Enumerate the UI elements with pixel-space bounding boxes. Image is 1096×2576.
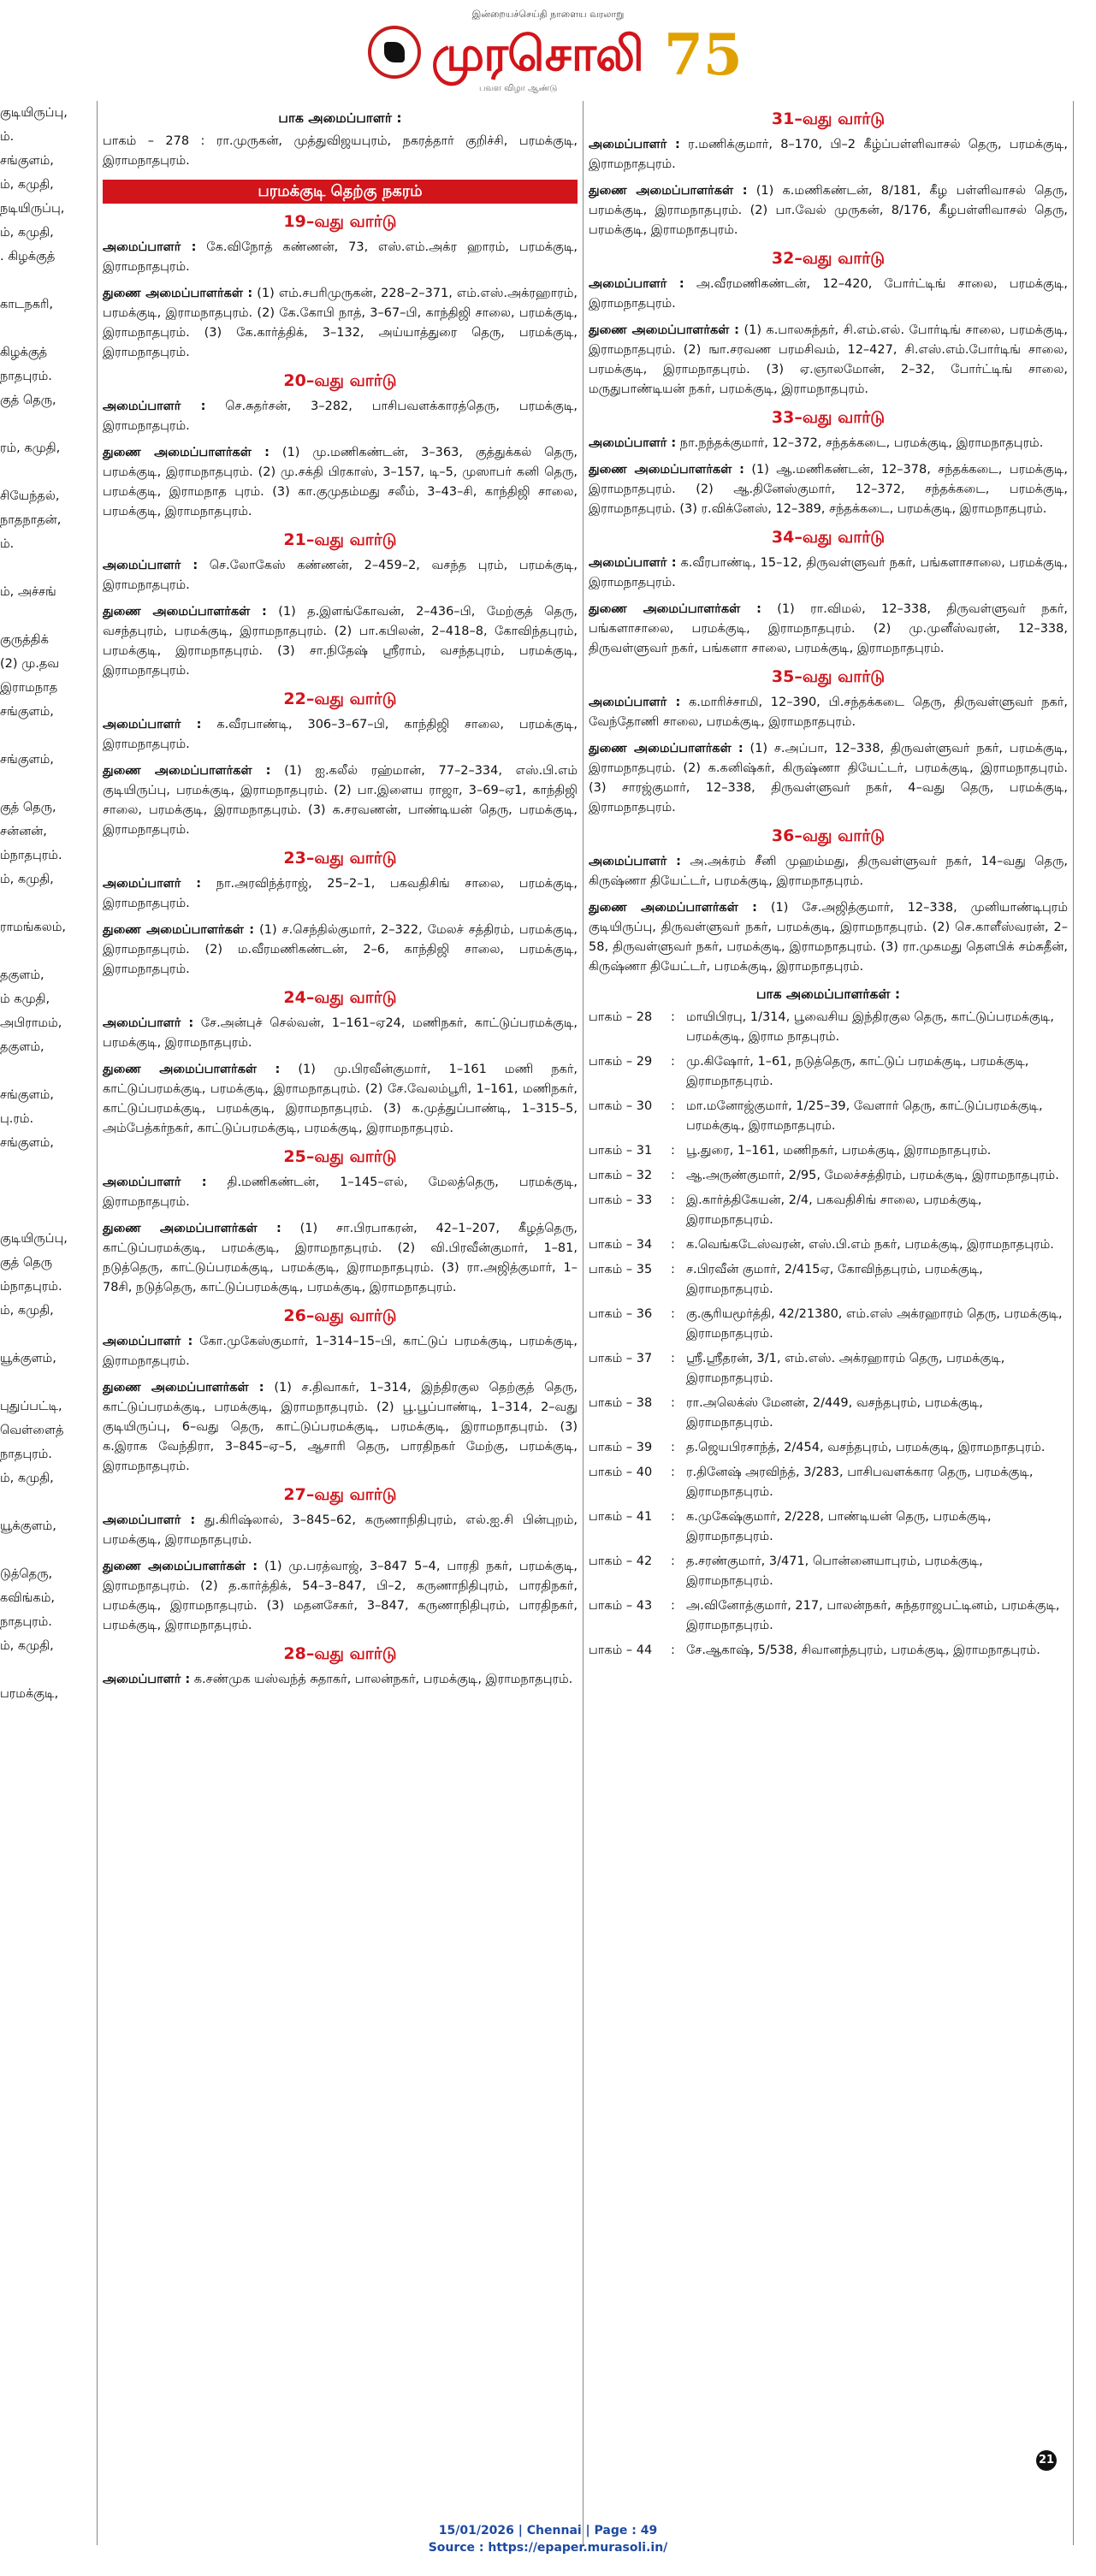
ward-title: 32–வது வார்டு xyxy=(771,249,886,268)
text-fragment: சங்குளம், xyxy=(0,753,54,767)
text-fragment xyxy=(0,1059,92,1083)
organizer-label: அமைப்பாளர் : xyxy=(103,1513,196,1527)
booth-organizer: க.முகேஷ்குமார், 2/228, பாண்டியன் தெரு, பரமக்குடி, இராமநாதபுரம். xyxy=(686,1510,992,1543)
booth-organizer: த.ஜெயபிரசாந்த், 2/454, வசந்தபுரம், பரமக்குடி, இராமநாதபுரம். xyxy=(686,1441,1046,1454)
footer-date-line: 15/01/2026 | Chennai | Page : 49 xyxy=(438,2524,658,2538)
booth-organizer: த.சரண்குமார், 3/471, பொன்னையாபுரம், பரமக்குடி, இராமநாதபுரம். xyxy=(686,1554,983,1588)
organizer-label: அமைப்பாளர் : xyxy=(589,436,677,450)
ward-title: 33–வது வார்டு xyxy=(771,408,886,427)
booth-separator: : xyxy=(671,1169,675,1182)
booth-row xyxy=(589,1097,1068,1136)
text-fragment: ம், அச்சங் xyxy=(0,585,56,599)
deputies-label: துணை அமைப்பாளர்கள் : xyxy=(103,1222,281,1235)
ward-title: 28–வது வார்டு xyxy=(283,1644,397,1663)
organizer-label: அமைப்பாளர் : xyxy=(589,855,681,868)
organizer-label: அமைப்பாளர் : xyxy=(103,1335,193,1348)
ward-deputies xyxy=(589,600,1068,659)
deputies-details: (1) ச.அப்பா, 12–338, திருவள்ளுவர் நகர், பரமக்குடி, இராமநாதபுரம். (2) க.கனிஷ்கர், கிருஷ்ணா தியேட்டர், பரமக்குடி, இராமநாதபுரம். (3) சாரஜ்குமார், 12–338, திருவள்ளுவர் நகர், 4–வது தெரு, பரமக்குடி, இராமநாதபுரம். xyxy=(589,742,1068,814)
ward-organizer xyxy=(589,275,1068,314)
ward-title: 19–வது வார்டு xyxy=(283,212,397,231)
organizer-details: ர.மணிக்குமார், 8–170, பி–2 கீழ்ப்பள்ளிவாசல் தெரு, பரமக்குடி, இராமநாதபுரம். xyxy=(589,138,1068,171)
logo[interactable] xyxy=(368,21,743,94)
deputies-label: துணை அமைப்பாளர்கள் : xyxy=(589,323,739,337)
booth-organizer: ச.பிரவீன் குமார், 2/415ஏ, கோவிந்தபுரம், பரமக்குடி, இராமநாதபுரம். xyxy=(686,1263,983,1296)
ward-deputies xyxy=(103,284,578,363)
booth-row xyxy=(589,1641,1068,1661)
ward-title: 23–வது வார்டு xyxy=(283,849,397,868)
booth-organizer: மு.கிஷோர், 1–61, நடுத்தெரு, காட்டுப் பரமக்குடி, பரமக்குடி, இராமநாதபுரம். xyxy=(686,1055,1029,1088)
ward-organizer xyxy=(103,556,578,595)
organizer-details: அ.வீரமணிகண்டன், 12–420, போர்ட்டிங் சாலை, பரமக்குடி, இராமநாதபுரம். xyxy=(589,277,1068,311)
ward-title: 21–வது வார்டு xyxy=(283,530,397,549)
ward-deputies xyxy=(103,1378,578,1477)
ward-title: 27–வது வார்டு xyxy=(283,1485,397,1504)
text-fragment xyxy=(0,772,92,796)
text-fragment: ம். xyxy=(0,130,15,144)
logo-text: முரசொலி xyxy=(431,26,643,82)
organizer-details: தி.மணிகண்டன், 1–145–எல், மேலத்தெரு, பரமக்குடி, இராமநாதபுரம். xyxy=(103,1175,578,1209)
booth-organizer: க.வெங்கடேஸ்வரன், எஸ்.பி.எம் நகர், பரமக்குடி, இராமநாதபுரம். xyxy=(686,1238,1054,1252)
organizer-details: நா.நந்தக்குமார், 12–372, சந்தக்கடை, பரமக்குடி, இராமநாதபுரம். xyxy=(679,436,1044,450)
booth-organizer: ரா.அலெக்ஸ் மேனன், 2/449, வசந்தபுரம், பரமக்குடி, இராமநாதபுரம். xyxy=(686,1396,983,1430)
organizer-details: நா.அரவிந்த்ராஜ், 25–2–1, பகவதிசிங் சாலை, பரமக்குடி, இராமநாதபுரம். xyxy=(103,877,578,910)
organizer-details: கோ.முகேஸ்குமார், 1–314–15–பி, காட்டுப் பரமக்குடி, பரமக்குடி, இராமநாதபுரம். xyxy=(103,1335,578,1368)
booth-separator: : xyxy=(671,1144,675,1158)
organizer-label: அமைப்பாளர் : xyxy=(103,718,202,731)
text-fragment xyxy=(0,1179,92,1203)
organizer-details: செ.லோகேஸ் கண்ணன், 2–459–2, வசந்த புரம், பரமக்குடி, இராமநாதபுரம். xyxy=(103,559,578,592)
ward-organizer xyxy=(103,238,578,277)
deputies-details: (1) ஆ.மணிகண்டன், 12–378, சந்தக்கடை, பரமக்குடி, இராமநாதபுரம். (2) ஆ.தினேஸ்குமார், 12–372, சந்தக்கடை, பரமக்குடி, இராமநாதபுரம். (3) ர.விக்னேஸ், 12–389, சந்தக்கடை, பரமக்குடி, இராமநாதபுரம். xyxy=(589,463,1068,516)
masthead xyxy=(0,0,1096,101)
ward-deputies xyxy=(589,181,1068,240)
text-fragment: நடியிருப்பு, xyxy=(0,202,65,216)
booth-separator: : xyxy=(671,1599,675,1613)
text-fragment: குடியிருப்பு, xyxy=(0,106,68,120)
booth-number: பாகம் – 43 xyxy=(589,1599,653,1613)
ward-organizer xyxy=(103,1014,578,1053)
deputies-details: (1) சே.அஜித்குமார், 12–338, முனியாண்டிபுரம் குடியிருப்பு, திருவள்ளுவர் நகர், பரமக்குடி, இராமநாதபுரம். (2) செ.காளீஸ்வரன், 2–58, திருவள்ளுவர் நகர், பரமக்குடி, இராமநாதபுரம். (3) ரா.முகமது தௌபிக் சம்சுதீன், கிருஷ்ணா தியேட்டர், பரமக்குடி, இராமநாதபுரம். xyxy=(589,901,1068,974)
text-fragment: டுத்தெரு, xyxy=(0,1567,53,1581)
booth-number: பாகம் – 35 xyxy=(589,1263,653,1276)
booth-separator: : xyxy=(671,1307,675,1321)
organizer-details: செ.சுதர்சன், 3–282, பாசிபவளக்காரத்தெரு, பரமக்குடி, இராமநாதபுரம். xyxy=(103,400,578,433)
booth-separator: : xyxy=(671,1055,675,1069)
booth-row xyxy=(589,1191,1068,1230)
booth-list xyxy=(589,1008,1068,1661)
booth-separator: : xyxy=(671,1352,675,1365)
text-fragment xyxy=(0,724,92,748)
text-fragment: சியேந்தல், xyxy=(0,489,60,503)
booth-separator: : xyxy=(671,1238,675,1252)
deputies-details: (1) த.இளங்கோவன், 2–436–பி, மேற்குத் தெரு, வசந்தபுரம், பரமக்குடி, இராமநாதபுரம். (2) பா.கபிலன், 2–418–8, கோவிந்தபுரம், பரமக்குடி, இராமநாதபுரம். (3) சா.நிதேஷ் ஸ்ரீராம், வசந்தபுரம், பரமக்குடி, இராமநாதபுரம். xyxy=(103,605,578,678)
booth-separator: : xyxy=(671,1441,675,1454)
ward-title: 34–வது வார்டு xyxy=(771,528,886,547)
booth-row xyxy=(589,1235,1068,1255)
deputies-label: துணை அமைப்பாளர்கள் : xyxy=(589,184,748,198)
text-fragment: கவிங்கம், xyxy=(0,1591,56,1605)
organizer-details: கே.விநோத் கண்ணன், 73, எஸ்.எம்.அக்ர ஹாரம், பரமக்குடி, இராமநாதபுரம். xyxy=(103,240,578,274)
ward-organizer xyxy=(103,715,578,755)
deputies-label: துணை அமைப்பாளர்கள் : xyxy=(103,605,267,619)
booth-organizer: சே.ஆகாஷ், 5/538, சிவானந்தபுரம், பரமக்குடி, இராமநாதபுரம். xyxy=(686,1643,1040,1657)
text-fragment xyxy=(0,939,92,963)
deputies-details: (1) க.பாலசுந்தர், சி.எம்.எல். போர்டிங் சாலை, பரமக்குடி, இராமநாதபுரம். (2) ஙா.சரவண பரமசிவம், 12–427, சி.எஸ்.எம்.போர்டிங் சாலை, பரமக்குடி, இராமநாதபுரம். (3) ஏ.ஞாலமோன், 2–32, போர்ட்டிங் சாலை, மருதுபாண்டியன் நகர், பரமக்குடி, இராமநாதபுரம். xyxy=(589,323,1068,396)
ward-deputies xyxy=(589,321,1068,400)
booth-number: பாகம் – 32 xyxy=(589,1169,653,1182)
column-divider xyxy=(97,101,98,2545)
anniversary-badge-icon xyxy=(661,21,743,89)
text-fragment: நாதபுரம். xyxy=(0,1615,52,1629)
ward-organizer xyxy=(589,852,1068,891)
logo-subtitle: பவள விழா ஆண்டு xyxy=(479,84,558,93)
organizer-label: அமைப்பாளர் : xyxy=(589,277,684,291)
text-fragment: ம், கமுதி, xyxy=(0,226,54,240)
booth-organizer: மாயிபிரபு, 1/314, பூவைசிய இந்திரகுல தெரு, காட்டுப்பரமக்குடி, பரமக்குடி, இராம நாதபுரம். xyxy=(686,1010,1055,1044)
deputies-label: துணை அமைப்பாளர்கள் : xyxy=(589,463,744,477)
booth-organizer: மா.மனோஜ்குமார், 1/25–39, வேளார் தெரு, காட்டுப்பரமக்குடி, பரமக்குடி, இராமநாதபுரம். xyxy=(686,1099,1043,1133)
text-fragment xyxy=(0,891,92,915)
text-fragment: ராமங்கலம், xyxy=(0,921,67,934)
text-fragment: சங்குளம், xyxy=(0,154,54,168)
ward-title: 22–வது வார்டு xyxy=(283,690,397,708)
deputies-details: (1) ச.திவாகர், 1–314, இந்திரகுல தெற்குத் தெரு, காட்டுப்பரமக்குடி, பரமக்குடி, இராமநாதபுரம். (2) பூ.பூப்பாண்டி, 1–314, 2–வது குடியிருப்பு, 6–வது தெரு, காட்டுப்பரமக்குடி, பரமக்குடி, இராமநாதபுரம். (3) க.இராக வேந்திரா, 3–845–ஏ–5, ஆசாரி தெரு, பாரதிநகர் மேற்கு, பரமக்குடி, இராமநாதபுரம். xyxy=(103,1381,578,1473)
text-fragment xyxy=(0,1323,92,1347)
booth-row xyxy=(589,1305,1068,1344)
middle-column xyxy=(103,101,578,1697)
booth-number: பாகம் – 30 xyxy=(589,1099,653,1113)
ward-organizer xyxy=(589,135,1068,175)
ward-organizer xyxy=(589,434,1068,453)
text-fragment: சங்குளம், xyxy=(0,1136,54,1150)
booth-number: பாகம் – 37 xyxy=(589,1352,653,1365)
text-fragment: சங்குளம், xyxy=(0,1088,54,1102)
ward-title: 20–வது வார்டு xyxy=(283,371,397,390)
booth-number: பாகம் – 41 xyxy=(589,1510,653,1524)
ward-organizer xyxy=(103,1173,578,1212)
ward-deputies xyxy=(103,443,578,522)
text-fragment xyxy=(0,269,92,293)
booth-separator: : xyxy=(671,1010,675,1024)
right-wards xyxy=(589,108,1068,977)
organizer-details: அ.அக்ரம் சீனி முஹம்மது, திருவள்ளுவர் நகர், 14–வது தெரு, கிருஷ்ணா தியேட்டர், பரமக்குடி, இராமநாதபுரம். xyxy=(589,855,1068,888)
text-fragment xyxy=(0,556,92,580)
text-fragment xyxy=(0,1155,92,1179)
organizer-label: அமைப்பாளர் : xyxy=(103,559,198,572)
right-column xyxy=(589,101,1068,1666)
text-fragment: குத் தெரு, xyxy=(0,801,56,814)
text-fragment xyxy=(0,1538,92,1562)
text-fragment: பு.ரம். xyxy=(0,1112,34,1126)
deputies-details: (1) ச.செந்தில்குமார், 2–322, மேலச் சத்திரம், பரமக்குடி, இராமநாதபுரம். (2) ம.வீரமணிகண்டன், 2–6, காந்திஜி சாலை, பரமக்குடி, இராமநாதபுரம். xyxy=(103,923,578,976)
text-fragment: யூக்குளம், xyxy=(0,1519,56,1533)
booth-organizer: ர.தினேஷ் அரவிந்த், 3/283, பாசிபவளக்கார தெரு, பரமக்குடி, இராமநாதபுரம். xyxy=(686,1466,1034,1499)
deputies-details: (1) க.மணிகண்டன், 8/181, கீழ பள்ளிவாசல் தெரு, பரமக்குடி, இராமநாதபுரம். (2) பா.வேல் முருகன், 8/176, கீழபள்ளிவாசல் தெரு, பரமக்குடி, இராமநாதபுரம். xyxy=(589,184,1068,237)
booth-number: பாகம் – 28 xyxy=(589,1010,653,1024)
booth-number: பாகம் – 31 xyxy=(589,1144,653,1158)
booth-separator: : xyxy=(671,1554,675,1568)
text-fragment: . கிழக்குத் xyxy=(0,250,56,264)
booth-separator: : xyxy=(671,1643,675,1657)
booth-separator: : xyxy=(671,1396,675,1410)
text-fragment: அபிராமம், xyxy=(0,1016,62,1030)
organizer-label: அமைப்பாளர் : xyxy=(103,1016,194,1030)
ward-deputies xyxy=(103,1060,578,1139)
text-fragment: குத் தெரு xyxy=(0,1256,53,1270)
ward-title: 31–வது வார்டு xyxy=(771,110,886,128)
column-divider xyxy=(583,101,584,2545)
deputies-details: (1) சா.பிரபாகரன், 42–1–207, கீழத்தெரு, காட்டுப்பரமக்குடி, பரமக்குடி, இராமநாதபுரம். (2) வி.பிரவீன்குமார், 1–81, நடுத்தெரு, காட்டுப்பரமக்குடி, பரமக்குடி, இராமநாதபுரம். (3) ரா.அஜித்குமார், 1–78சி, நடுத்தெரு, காட்டுப்பரமக்குடி, பரமக்குடி, இராமநாதபுரம். xyxy=(103,1222,578,1294)
deputies-details: (1) ஐ.கலீல் ரஹ்மான், 77–2–334, எஸ்.பி.எம் குடியிருப்பு, பரமக்குடி, இராமநாதபுரம். (2) பா.இளைய ராஜா, 3–69–ஏ1, காந்திஜி சாலை, பரமக்குடி, இராமநாதபுரம். (3) க.சரவணன், பாண்டியன் தெரு, பரமக்குடி, இராமநாதபுரம். xyxy=(103,764,578,837)
booth-row xyxy=(589,1260,1068,1300)
footer-source-link[interactable]: Source : https://epaper.murasoli.in/ xyxy=(428,2541,668,2555)
booth-number: பாகம் – 36 xyxy=(589,1307,653,1321)
booth-row xyxy=(589,1507,1068,1547)
ward-deputies xyxy=(589,739,1068,818)
organizer-label: அமைப்பாளர் : xyxy=(589,696,681,709)
organizer-details: து.கிரிஷ்லால், 3–845–62, கருணாநிதிபுரம், எல்.ஐ.சி பின்புறம், பரமக்குடி, இராமநாதபுரம். xyxy=(103,1513,578,1547)
tagline: இன்றையச்செய்தி நாளைய வரலாறு xyxy=(471,9,625,20)
ward-deputies xyxy=(103,1219,578,1298)
booth-number: பாகம் – 34 xyxy=(589,1238,653,1252)
text-fragment: யூக்குளம், xyxy=(0,1352,56,1365)
organizer-details: க.மாரிச்சாமி, 12–390, பி.சந்தக்கடை தெரு, திருவள்ளுவர் நகர், வேந்தோணி சாலை, பரமக்குடி, இராமநாதபுரம். xyxy=(589,696,1068,729)
ward-organizer xyxy=(103,1670,578,1690)
deputies-label: துணை அமைப்பாளர்கள் : xyxy=(589,901,757,915)
text-fragment: காடநகரி, xyxy=(0,298,54,311)
ward-deputies xyxy=(103,921,578,980)
organizer-label: அமைப்பாளர் : xyxy=(589,556,677,570)
text-fragment: ம், கமுதி, xyxy=(0,1472,54,1485)
deputies-label: துணை அமைப்பாளர்கள் : xyxy=(103,923,255,937)
booth-278: பாகம் – 278 : ரா.முருகன், முத்துவிஜயபுரம், நகரத்தார் குறிச்சி, பரமக்குடி, இராமநாதபுரம். xyxy=(103,134,578,168)
booth-number: பாகம் – 42 xyxy=(589,1554,653,1568)
left-column-clipped xyxy=(0,101,92,1706)
page-frame xyxy=(0,101,1074,2545)
text-fragment xyxy=(0,412,92,436)
ward-deputies xyxy=(103,1557,578,1636)
organizer-details: க.சண்முக யஸ்வந்த் சுதாகர், பாலன்நகர், பரமக்குடி, இராமநாதபுரம். xyxy=(193,1673,573,1686)
booth-separator: : xyxy=(671,1099,675,1113)
deputies-label: துணை அமைப்பாளர்கள் : xyxy=(103,287,253,300)
text-fragment: இராமநாத xyxy=(0,681,58,695)
booth-separator: : xyxy=(671,1510,675,1524)
text-fragment: ரம், கமுதி, xyxy=(0,441,61,455)
text-fragment: ம், கமுதி, xyxy=(0,178,54,192)
booth-row xyxy=(589,1463,1068,1502)
booth-number: பாகம் – 38 xyxy=(589,1396,653,1410)
booth-number: பாகம் – 39 xyxy=(589,1441,653,1454)
text-fragment: ம், கமுதி, xyxy=(0,1304,54,1318)
text-fragment: ம்நாதபுரம். xyxy=(0,1280,62,1294)
booth-number: பாகம் – 40 xyxy=(589,1466,653,1479)
booth-number: பாகம் – 33 xyxy=(589,1193,653,1207)
ward-title: 35–வது வார்டு xyxy=(771,667,886,686)
left-fragments xyxy=(0,101,92,1706)
text-fragment: வெள்ளைத் xyxy=(0,1424,64,1437)
page-number-badge: 21 xyxy=(1036,2450,1057,2471)
booth-separator: : xyxy=(671,1263,675,1276)
booth-organizer: ஆ.அருண்குமார், 2/95, மேலச்சத்திரம், பரமக்குடி, இராமநாதபுரம். xyxy=(686,1169,1059,1182)
deputies-details: (1) ரா.விமல், 12–338, திருவள்ளுவர் நகர், பங்களாசாலை, பரமக்குடி, இராமநாதபுரம். (2) மு.முனீஸ்வரன், 12–338, திருவள்ளுவர் நகர், பங்களா சாலை, பரமக்குடி, இராமநாதபுரம். xyxy=(589,602,1068,655)
booth-row xyxy=(589,1008,1068,1047)
text-fragment: குடியிருப்பு, xyxy=(0,1232,68,1246)
booth-row xyxy=(589,1166,1068,1186)
deputies-label: துணை அமைப்பாளர்கள் : xyxy=(103,1063,281,1076)
organizer-label: அமைப்பாளர் : xyxy=(103,1673,191,1686)
deputies-label: துணை அமைப்பாளர்கள் : xyxy=(589,602,761,616)
booth-number: பாகம் – 29 xyxy=(589,1055,653,1069)
text-fragment xyxy=(0,1658,92,1682)
text-fragment: நாதபுரம். xyxy=(0,1448,52,1461)
ward-deputies xyxy=(589,460,1068,519)
text-fragment xyxy=(0,460,92,484)
text-fragment: ம் கமுதி, xyxy=(0,992,50,1006)
organizer-details: க.வீரபாண்டி, 15–12, திருவள்ளுவர் நகர், பங்களாசாலை, பரமக்குடி, இராமநாதபுரம். xyxy=(589,556,1068,589)
text-fragment: (2) மு.தவ xyxy=(0,657,60,671)
booth-row xyxy=(589,1438,1068,1458)
ward-deputies xyxy=(589,898,1068,977)
ward-deputies xyxy=(103,602,578,681)
anniversary-number: 75 xyxy=(664,21,743,88)
deputies-label: துணை அமைப்பாளர்கள் : xyxy=(589,742,744,755)
deputies-label: துணை அமைப்பாளர்கள் : xyxy=(103,764,271,778)
text-fragment: ம். xyxy=(0,537,15,551)
text-fragment: நாதபுரம். xyxy=(0,370,52,383)
text-fragment: சன்னன், xyxy=(0,825,47,838)
text-fragment: நாதநாதன், xyxy=(0,513,62,527)
text-fragment xyxy=(0,1371,92,1395)
booth-organizer-heading: பாக அமைப்பாளர் : xyxy=(278,110,402,126)
booth-row xyxy=(589,1596,1068,1636)
deputies-details: (1) மு.பரத்வாஜ், 3–847 5–4, பாரதி நகர், பரமக்குடி, இராமநாதபுரம். (2) த.கார்த்திக், 54–3–847, பி–2, கருணாநிதிபுரம், பாரதிநகர், பரமக்குடி, இராமநாதபுரம். (3) மதனசேகர், 3–847, கருணாநிதிபுரம், பாரதிநகர், பரமக்குடி, இராமநாதபுரம். xyxy=(103,1560,578,1632)
organizer-details: க.வீரபாண்டி, 306–3–67–பி, காந்திஜி சாலை, பரமக்குடி, இராமநாதபுரம். xyxy=(103,718,578,751)
deputies-details: (1) எம்.சபரிமுருகன், 228–2–371, எம்.எஸ்.அக்ரஹாரம், பரமக்குடி, இராமநாதபுரம். (2) கே.கோபி நாத், 3–67–பி, காந்திஜி சாலை, பரமக்குடி, இராமநாதபுரம். (3) கே.கார்த்திக், 3–132, அய்யாத்துரை தெரு, பரமக்குடி, இராமநாதபுரம். xyxy=(103,287,578,359)
middle-wards xyxy=(103,210,578,1690)
booth-row xyxy=(589,1052,1068,1092)
text-fragment: புதுப்பட்டி, xyxy=(0,1400,62,1413)
ward-title: 24–வது வார்டு xyxy=(283,988,397,1007)
organizer-label: அமைப்பாளர் : xyxy=(103,877,202,891)
ward-organizer xyxy=(103,1511,578,1550)
text-fragment: சங்குளம், xyxy=(0,705,54,719)
booth-row xyxy=(589,1141,1068,1161)
booth-organizer: ஸ்ரீ.ஸ்ரீதரன், 3/1, எம்.எஸ். அக்ரஹாரம் தெரு, பரமக்குடி, இராமநாதபுரம். xyxy=(686,1352,1005,1385)
text-fragment: கிழக்குத் xyxy=(0,346,48,359)
booth-organizer: கு.சூரியமூர்த்தி, 42/21380, எம்.எஸ் அக்ரஹாரம் தெரு, பரமக்குடி, இராமநாதபுரம். xyxy=(686,1307,1063,1341)
text-fragment: தகுளம், xyxy=(0,1040,44,1054)
deputies-label: துணை அமைப்பாளர்கள் : xyxy=(103,1381,264,1395)
deputies-details: (1) மு.பிரவீன்குமார், 1–161 மணி நகர், காட்டுப்பரமக்குடி, பரமக்குடி, இராமநாதபுரம். (2) சே.வேலம்பூரி, 1–161, மணிநகர், காட்டுப்பரமக்குடி, பரமக்குடி, இராமநாதபுரம். (3) க.முத்துப்பாண்டி, 1–315–5, அம்பேத்கர்நகர், காட்டுப்பரமக்குடி, பரமக்குடி, இராமநாதபுரம். xyxy=(103,1063,578,1135)
ward-deputies xyxy=(103,761,578,840)
ward-title: 36–வது வார்டு xyxy=(771,826,886,845)
text-fragment: ம்நாதபுரம். xyxy=(0,849,62,862)
organizer-label: அமைப்பாளர் : xyxy=(103,400,206,413)
ward-organizer xyxy=(589,554,1068,593)
booth-organizer: அ.வினோத்குமார், 217, பாலன்நகர், சுந்தராஜபட்டினம், பரமக்குடி, இராமநாதபுரம். xyxy=(686,1599,1060,1632)
text-fragment: தகுளம், xyxy=(0,968,44,982)
footer xyxy=(0,2522,1096,2556)
organizer-label: அமைப்பாளர் : xyxy=(103,1175,207,1189)
text-fragment: குருத்திக் xyxy=(0,633,49,647)
booth-organizers-heading: பாக அமைப்பாளர்கள் : xyxy=(755,986,901,1002)
text-fragment: குத் தெரு, xyxy=(0,394,56,407)
organizer-label: அமைப்பாளர் : xyxy=(589,138,680,151)
booth-separator: : xyxy=(671,1466,675,1479)
ward-organizer xyxy=(589,693,1068,732)
booth-organizer: இ.கார்த்திகேயன், 2/4, பகவதிசிங் சாலை, பரமக்குடி, இராமநாதபுரம். xyxy=(686,1193,982,1227)
text-fragment: பரமக்குடி, xyxy=(0,1687,59,1701)
section-title-paramakudi-south: பரமக்குடி தெற்கு நகரம் xyxy=(103,180,578,204)
ward-organizer xyxy=(103,874,578,914)
booth-organizer: பூ.துரை, 1–161, மணிநகர், பரமக்குடி, இராமநாதபுரம். xyxy=(686,1144,992,1158)
emblem-icon xyxy=(368,26,421,79)
text-fragment: ம், கமுதி, xyxy=(0,1639,54,1653)
booth-separator: : xyxy=(671,1193,675,1207)
text-fragment xyxy=(0,1203,92,1227)
text-fragment xyxy=(0,317,92,341)
deputies-label: துணை அமைப்பாளர்கள் : xyxy=(103,446,270,459)
ward-organizer xyxy=(103,1332,578,1371)
ward-title: 25–வது வார்டு xyxy=(283,1147,397,1166)
organizer-details: சே.அன்புச் செல்வன், 1–161–ஏ24, மணிநகர், காட்டுப்பரமக்குடி, பரமக்குடி, இராமநாதபுரம். xyxy=(103,1016,578,1050)
booth-row xyxy=(589,1552,1068,1591)
text-fragment xyxy=(0,604,92,628)
ward-title: 26–வது வார்டு xyxy=(283,1306,397,1325)
text-fragment xyxy=(0,1490,92,1514)
booth-number: பாகம் – 44 xyxy=(589,1643,653,1657)
booth-row xyxy=(589,1394,1068,1433)
deputies-label: துணை அமைப்பாளர்கள் : xyxy=(103,1560,258,1573)
text-fragment: ம், கமுதி, xyxy=(0,873,54,886)
organizer-label: அமைப்பாளர் : xyxy=(103,240,197,254)
column-divider xyxy=(1073,101,1074,2545)
booth-row xyxy=(589,1349,1068,1389)
ward-organizer xyxy=(103,397,578,436)
deputies-details: (1) மு.மணிகண்டன், 3–363, குத்துக்கல் தெரு, பரமக்குடி, இராமநாதபுரம். (2) மு.சக்தி பிரகாஸ், 3–157, டி–5, முஸாபர் கனி தெரு, பரமக்குடி, இராமநாத புரம். (3) கா.குமுதம்மது சலீம், 3–43–சி, காந்திஜி சாலை, பரமக்குடி, இராமநாதபுரம். xyxy=(103,446,578,518)
